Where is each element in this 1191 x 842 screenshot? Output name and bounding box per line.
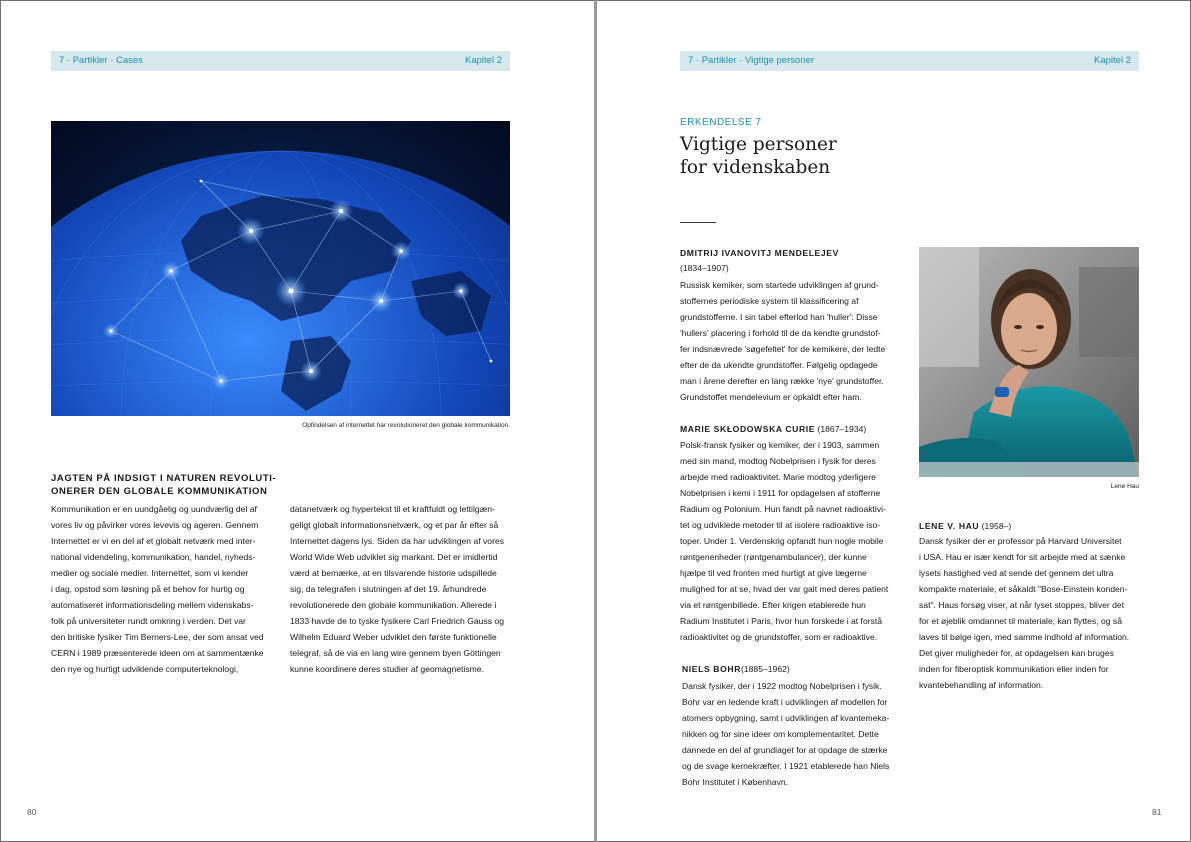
left-page	[1, 1, 594, 841]
body-column-2: datanetværk og hypertekst til et kraftfuldt og lettilgæn- geligt globalt informationsnetværk, og et par år efter så Internettet dagens lys. Siden da har udviklingen af vores World Wide Web udviklet sig markant. Det er imidlertid værd at bemærke, at en tilsvarende historie udspillede sig, da telegrafen i slutningen af det 19. århundrede revolutionerede den globale kommunikation. Allerede i 1833 havde de to tyske fysikere Carl Friedrich Gauss og Wilhelm Eduard Weber udviklet den første funktionelle telegraf, så de via en lang wire gennem byen Göttingen kunne koordinere deres studier af geomagnetisme.	[290, 504, 505, 674]
title-rule	[680, 222, 716, 223]
body-column-1: Kommunikation er en uundgåelig og uundværlig del af vores liv og påvirker vores levevis og ageren. Gennem Internettet er vi en del af et globalt netværk med inter- national videndeling, kommunikation, handel, nyheds- medier og sociale medier. Internettet, som vi kender i dag, opstod som løsning på et behov for hurtig og automatiseret informationsdeling mellem videnskabs- folk på universiteter rundt omkring i verden. Det var den britiske fysiker Tim Berners-Lee, der som ansat ved CERN i 1989 præsenterede ideen om at sammentænke den nye og hurtigt udviklende computerteknologi,	[51, 504, 264, 674]
mendelejev-years: (1834–1907)	[680, 263, 729, 273]
page-title: Vigtige personer for videnskaben	[680, 134, 837, 178]
bohr-name: NIELS BOHR(1885–1962)	[682, 664, 790, 674]
section-label: 7 · Partikler · Cases	[59, 55, 143, 66]
running-header	[680, 51, 1139, 71]
chapter-label: Kapitel 2	[1094, 55, 1131, 66]
running-header	[51, 51, 510, 71]
mendelejev-name: DMITRIJ IVANOVITJ MENDELEJEV	[680, 248, 839, 258]
right-page	[597, 1, 1190, 841]
page-number: 80	[27, 807, 37, 817]
portrait-caption: Lene Hau	[1110, 483, 1139, 490]
section-label: 7 · Partikler · Vigtige personer	[688, 55, 815, 66]
lene-hau-portrait	[919, 247, 1139, 477]
bohr-text: Dansk fysiker, der i 1922 modtog Nobelprisen i fysik. Bohr var en ledende kraft i udviklingen af modellen for atomers opbygning, samt i udviklingen af kvantemeka- nikken og for sine ideer om komplementaritet. Dette dannede en del af grundlaget for at opdage de stærke og de svage kernekræfter. I 1921 etablerede han Niels Bohr Institutet i København.	[682, 681, 890, 787]
curie-name: MARIE SKŁODOWSKA CURIE (1867–1934)	[680, 424, 867, 434]
chapter-label: Kapitel 2	[465, 55, 502, 66]
globe-network-photo	[51, 121, 510, 416]
page-number: 81	[1152, 807, 1162, 817]
article-heading: JAGTEN PÅ INDSIGT I NATUREN REVOLUTI- ONERER DEN GLOBALE KOMMUNIKATION	[51, 473, 277, 497]
mendelejev-text: Russisk kemiker, som startede udviklingen af grund- stoffernes periodiske system til klassificering af grundstofferne. I sin tabel efterlod han 'huller': Disse 'hullers' placering i forhold til de da kendte grundstof- fer indsnævrede 'søgefeltet' for de kemikere, der ledte efter de da ukendte grundstoffer. Følgelig opdagede man i årene derefter en lang række 'nye' grundstoffer. Grundstoffet mendelevium er opkaldt efter ham.	[680, 280, 886, 402]
curie-text: Polsk-fransk fysiker og kemiker, der i 1903, sammen med sin mand, modtog Nobelprisen i fysik for deres arbejde med radioaktivitet. Marie modtog yderligere Nobelprisen i kemi i 1911 for opdagelsen af stofferne Radium og Polonium. Hun fandt på navnet radioaktivi- tet og udviklede metoder til at isolere radioaktive iso- toper. Under 1. Verdenskrig opfandt hun nogle mobile røntgenenheder (røntgenambulancer), der kunne hjælpe til ved fronten med hurtigt at give lægerne mulighed for at se, hvad der var galt med deres patient via et røntgenbillede. Efter krigen etablerede hun Radium Institutet i Paris, hvor hun forskede i at forstå radioaktivitet og de grundstoffer, som er radioaktive.	[680, 440, 889, 642]
hau-name: LENE V. HAU (1958–)	[919, 521, 1012, 531]
section-kicker: ERKENDELSE 7	[680, 117, 762, 128]
hau-text: Dansk fysiker der er professor på Harvard Universitet i USA. Hau er især kendt for sit arbejde med at sænke lysets hastighed ved at sende det gennem det ultra kompakte materiale, et såkaldt "Bose-Einstein konden- sat". Haus forsøg viser, at når lyset stoppes, bliver det for et øjeblik omdannet til materiale, kan flyttes, og så laves til bølge igen, med samme indhold af information. Det giver muligheder for, at opdagelsen kan bruges inden for fiberoptisk kommunikation eller inden for kvantebehandling af information.	[919, 536, 1130, 690]
photo-caption: Opfindelsen af internettet har revolutioneret den globale kommunikation.	[302, 422, 510, 429]
